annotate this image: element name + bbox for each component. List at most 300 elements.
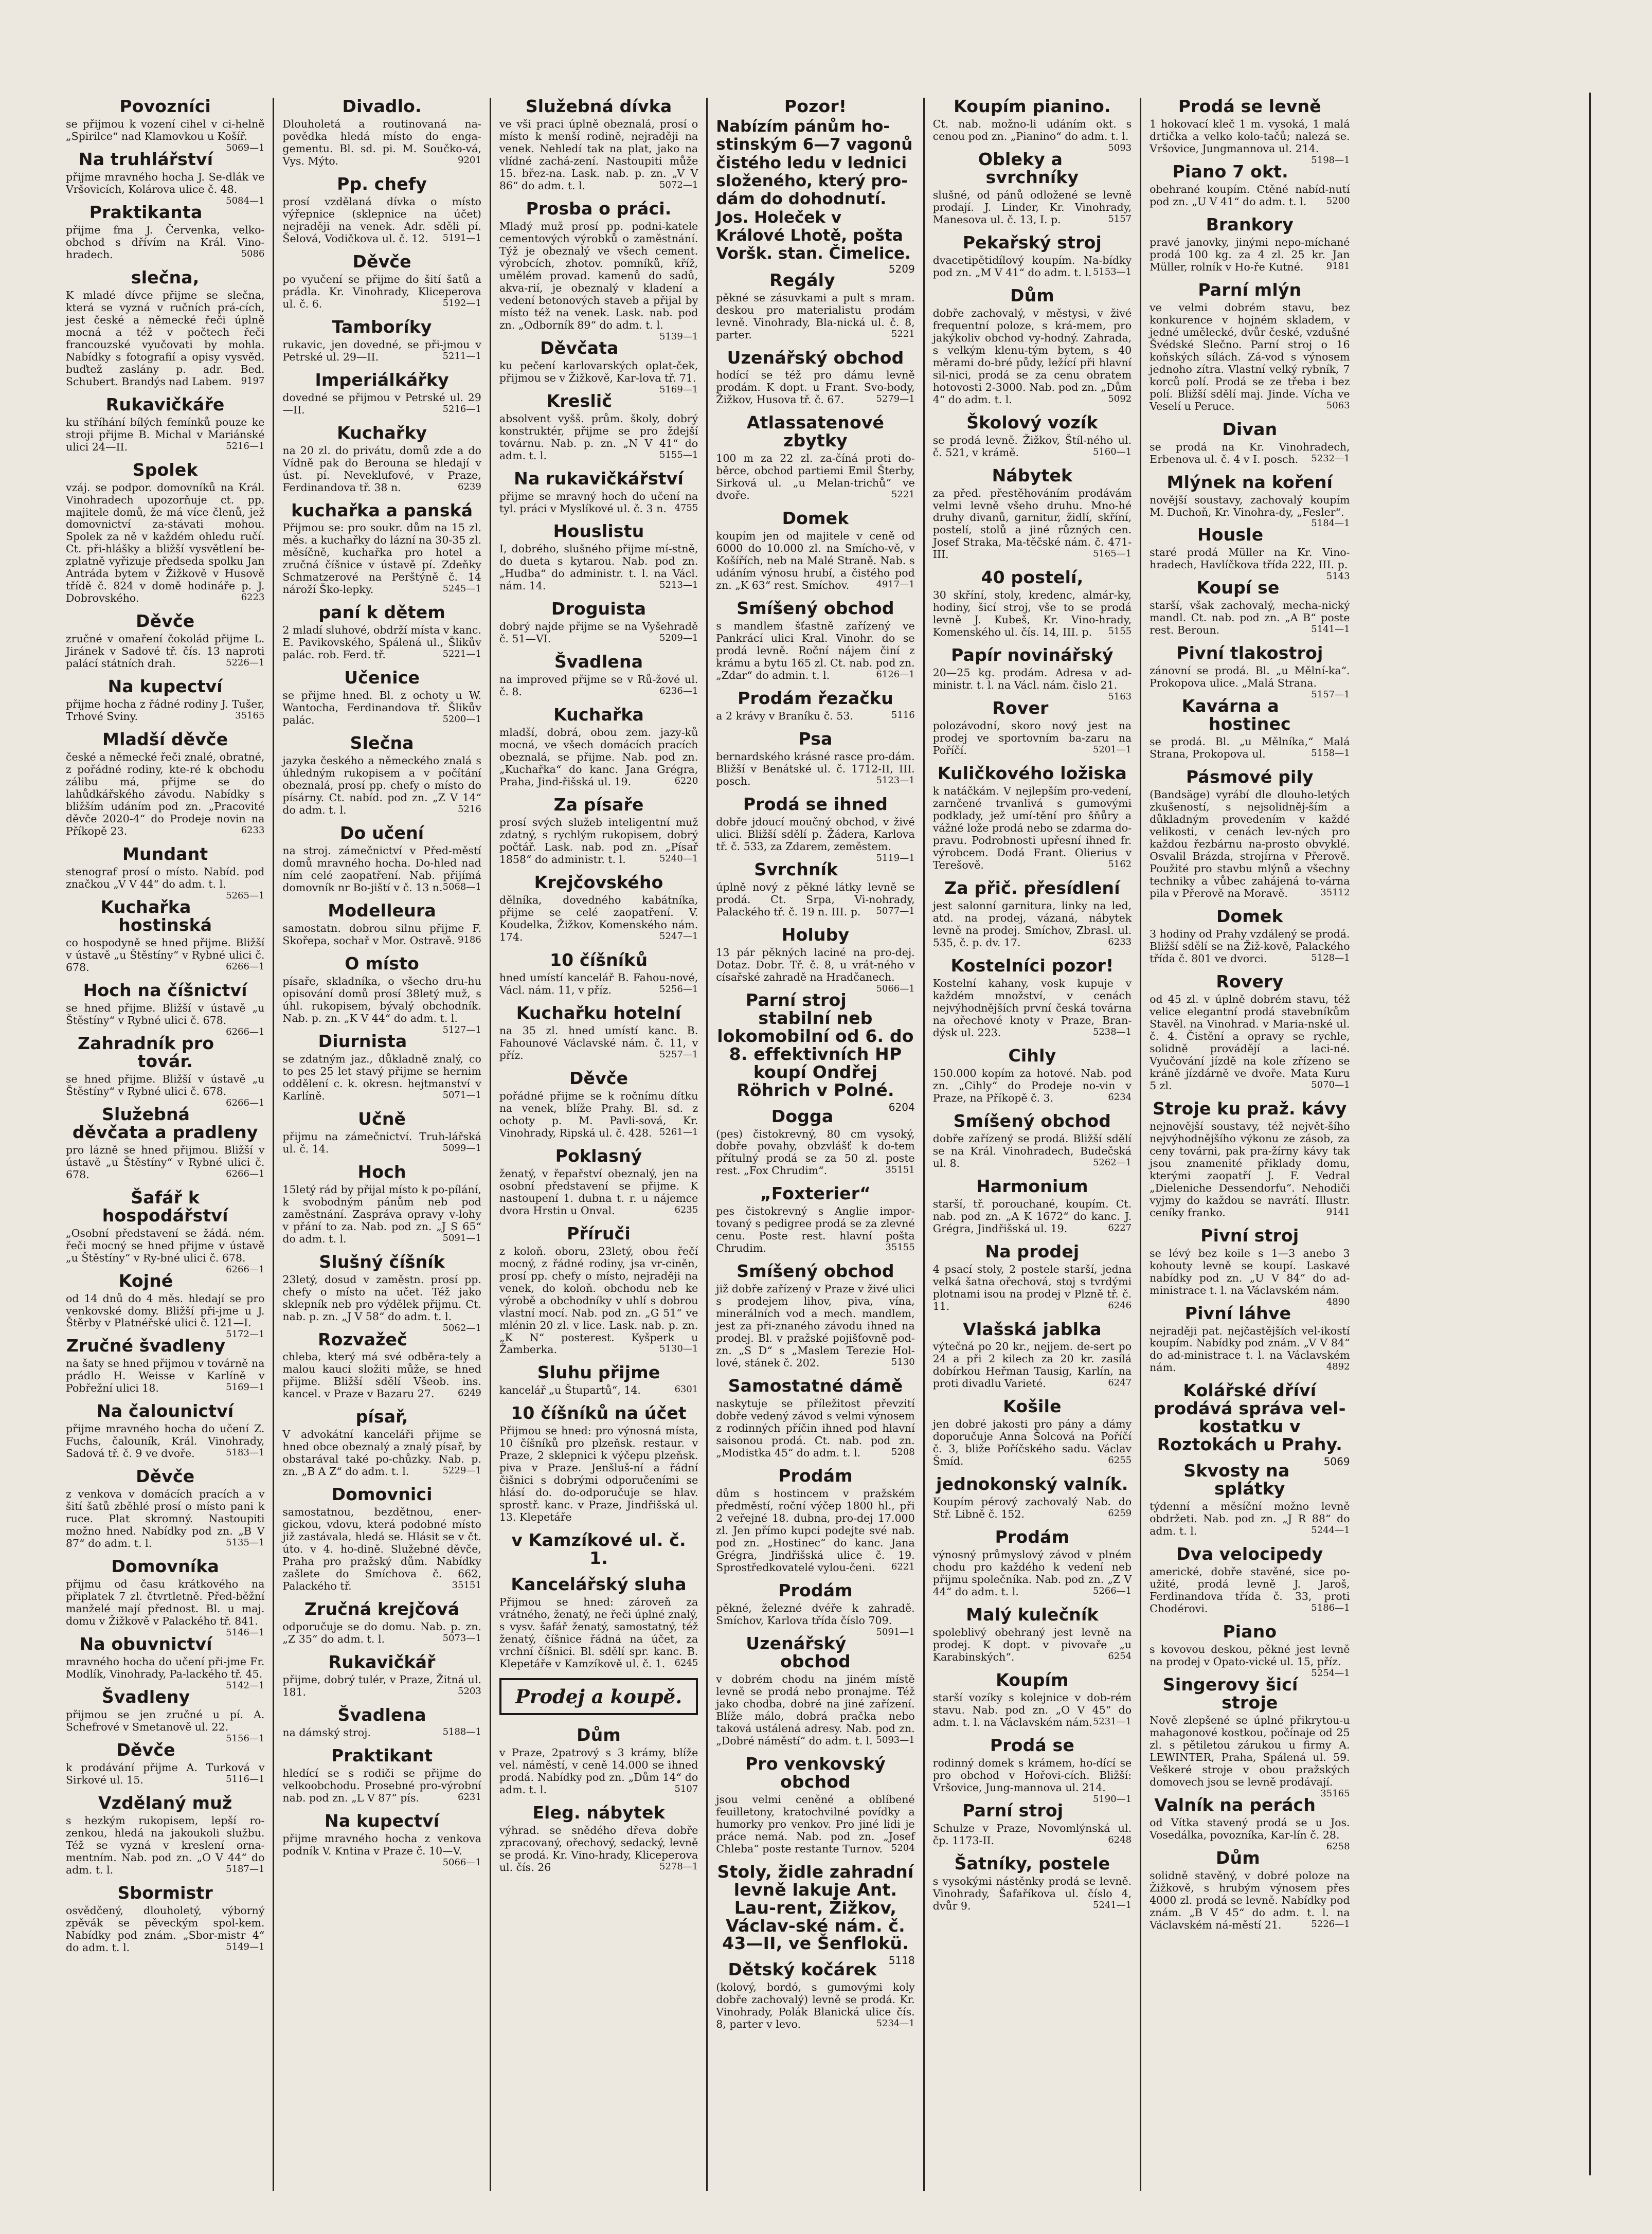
ad-heading: Kolářské dříví prodává správa vel-kostatku v Roztokách u Prahy. bbox=[1154, 1380, 1346, 1455]
ad-text: V advokátní kanceláři přijme se hned obce obeznalý a znalý písař, by obstarával také po-chůzky. Nab. p. zn. „B A Z“ do adm. t. l. bbox=[282, 1428, 481, 1478]
ad-reference-number: 5156—1 bbox=[226, 1733, 265, 1744]
ad-text: (kolový, bordó, s gumovými koly dobře zachovalý) levně se prodá. Kr. Vinohrady, Polák Blanická ulice čís. 8, parter v levo. bbox=[716, 1981, 915, 2031]
ad-reference-number: 6255 bbox=[1108, 1455, 1132, 1466]
ad-text: absolvent vyšš. prům. školy, dobrý konstruktér, přijme se pro ždejší továrnu. Nab. p. zn. „N V 41“ do adm. t. l. bbox=[499, 412, 698, 462]
ad-text: 15letý rád by přijal místo k po-pílání, k svobodným pánům neb pod zaměstnání. Zaspráva opravy v-lohy v přání to za. Nab. pod zn. „J S 65“ do adm. t. l. bbox=[282, 1183, 481, 1245]
ad-heading: Stroje ku praž. kávy bbox=[1153, 1098, 1347, 1119]
ad-reference-number: 5200—1 bbox=[442, 714, 481, 725]
ad-reference-number: 5158—1 bbox=[1311, 748, 1350, 759]
ad-text: na dámský stroj. bbox=[282, 1726, 371, 1739]
classified-ad bbox=[933, 1321, 1132, 1390]
ad-body bbox=[282, 1832, 481, 1868]
ad-reference-number: 6231 bbox=[458, 1791, 481, 1803]
ad-text: z venkova v domácích pracích a v šití šatů zběhlé prosí o místo pani k ruce. Plat skromný. Nastoupiti možno hned. Nabídky pod zn. „B V 87“ do adm. t. l. bbox=[66, 1488, 265, 1550]
ad-text: dovedné se přijmou v Petrské ul. 29—II. bbox=[282, 391, 481, 416]
ad-body bbox=[282, 1726, 481, 1739]
ad-body bbox=[716, 1601, 915, 1637]
ad-reference-number: 5221 bbox=[891, 489, 915, 500]
ad-heading: Prodá se ihned bbox=[743, 794, 888, 814]
ad-body bbox=[499, 894, 698, 943]
ad-reference-number: 5257—1 bbox=[659, 1049, 698, 1060]
ad-text: Dlouholetá a routinovaná na-povědka hledá místo do enga-gementu. Bl. sd. pi. M. Součko-vá, Vys. Mýto. bbox=[282, 117, 481, 167]
ad-text: 100 m za 22 zl. za-číná proti do-běrce, obchod partiemi Emil Šterby, Sirková ul. „u Melan-trichů“ ve dvoře. bbox=[716, 452, 915, 502]
ad-reference-number: 5213—1 bbox=[659, 580, 698, 591]
ad-body bbox=[66, 1072, 265, 1108]
ad-text: Přijmou se: pro soukr. dům na 15 zl. měs. a kuchařky do lázní na 30-35 zl. měsíčně, kuchařka pro hotel a zručná číšnice v ústavě pí. Zdeňky Schmatzerové na Perštýně č. 14 nároží Ško-lepky. bbox=[282, 521, 481, 596]
classified-ad bbox=[499, 600, 698, 645]
ad-heading: Děvče bbox=[116, 1739, 175, 1760]
ad-reference-number: 5072—1 bbox=[659, 179, 698, 190]
ad-reference-number: 5201—1 bbox=[1092, 744, 1132, 755]
ad-heading: Dogga bbox=[771, 1106, 834, 1126]
classified-ad bbox=[716, 1635, 914, 1747]
ad-text: Nově zlepšené se úplné přikrytou-u mahagonové kostkou, počínaje od 25 zl. s pětiletou zárukou u firmy A. LEWINTER, Praha, Spálená ul. 59. Veškeré stroje v obou pražských domovech jsou se levně prodávají. bbox=[1150, 1714, 1350, 1788]
ad-body bbox=[66, 936, 264, 974]
ad-body bbox=[499, 118, 698, 192]
ad-heading: Praktikanta bbox=[89, 202, 203, 222]
classified-ad bbox=[499, 523, 698, 592]
ad-body bbox=[1150, 183, 1350, 208]
ad-text: 150.000 kopím za hotové. Nab. pod zn. „Cihly“ do Prodeje no-vin v Praze, na Příkopě č. 3. bbox=[932, 1067, 1132, 1104]
classified-ad bbox=[66, 898, 264, 974]
classified-ad bbox=[716, 269, 915, 341]
ad-body bbox=[933, 719, 1132, 756]
classified-ad bbox=[499, 874, 698, 943]
ad-reference-number: 6235 bbox=[674, 1204, 698, 1215]
classified-ad bbox=[282, 98, 481, 167]
classified-ad bbox=[716, 1108, 914, 1177]
ad-reference-number: 5278—1 bbox=[659, 1861, 698, 1872]
ad-heading: Koupí se bbox=[1196, 578, 1280, 598]
ad-text: za před. přestěhováním prodávám velmi levně všeho druhu. Mno-hé druhy divanů, garnitur, židlí, skříní, postelí, stolů a jiné různých cen. Josef Straka, Ma-těčské nám. č. 471-III. bbox=[932, 487, 1132, 561]
ad-heading: Praktikant bbox=[331, 1745, 433, 1766]
classified-ad bbox=[282, 902, 481, 947]
ad-text: Koupím pérový zachovalý Nab. do Stř. Libně č. 152. bbox=[932, 1496, 1132, 1521]
ad-reference-number: 35165 bbox=[1320, 1788, 1350, 1799]
classified-ad bbox=[66, 204, 264, 261]
ad-text: slušné, od pánů odložené se levně prodají. J. Linder, Kr. Vinohrady, Manesova ul. č. 13, I. p. bbox=[932, 188, 1132, 226]
ad-text: ku stříhání bílých femínků pouze ke stroji přijme B. Michal v Mariánské ulici 24—II. bbox=[66, 416, 265, 453]
classified-ad bbox=[499, 470, 698, 515]
page-margin-rule bbox=[1589, 93, 1591, 2175]
classified-ad bbox=[1150, 1462, 1350, 1537]
ad-text: (pes) čistokrevný, 80 cm vysoký, dobře povahy, obzvlášť k do-tem přítulný prodá se za 50 zl. poste rest. „Fox Chrudim“. bbox=[716, 1127, 915, 1177]
classified-ad bbox=[933, 287, 1132, 406]
ad-text: samostatnou, bezdětnou, ener-gickou, vdovu, která podobné místo již zastávala, hledá se. Hlásit se v čt. úto. v 4. ho-dině. Služebné děvče, Praha pro pražský dům. Nabídky zašlete do Smíchova č. 662, Palackého tř. bbox=[282, 1506, 481, 1593]
ad-heading: Švadlena bbox=[337, 1705, 426, 1725]
ad-body bbox=[1150, 301, 1350, 412]
classified-ad bbox=[499, 1070, 698, 1139]
ad-heading: Na kupectví bbox=[107, 676, 223, 697]
ad-reference-number: 6266—1 bbox=[226, 1168, 265, 1179]
ad-reference-number: 6234 bbox=[1108, 1091, 1132, 1103]
ad-body bbox=[66, 1357, 264, 1394]
ad-body bbox=[1150, 1816, 1350, 1852]
ad-text: pěkné se zásuvkami a pult s mram. deskou pro materialistu prodám levně. Vinohrady, Bla-nická ul. č. 8, parter. bbox=[716, 291, 915, 341]
ad-body bbox=[282, 444, 481, 494]
ad-text: spoleblivý obehraný jest levně na prodej. K dopt. v pivovaře „u Karabinských“. bbox=[932, 1626, 1132, 1664]
ad-heading: Piano bbox=[1223, 1622, 1277, 1642]
ad-text: jen dobré jakosti pro pány a dámy doporučuje Anna Šolcová na Poříčí č. 3, bliže Poříčského sadu. Václav Šmíd. bbox=[932, 1418, 1132, 1468]
ad-text: od Vítka stavený prodá se u Jos. Vosedálka, povozníka, Kar-lín č. 28. bbox=[1150, 1816, 1350, 1841]
ad-body bbox=[933, 1822, 1132, 1847]
ad-body bbox=[1150, 1120, 1350, 1219]
ad-text: rukavic, jen dovedné, se při-jmou v Petrské ul. 29—II. bbox=[282, 338, 481, 363]
ad-text: se prodá levně. Žižkov, Štíl-ného ul. č. 521, v krámě. bbox=[932, 434, 1132, 459]
ad-heading: Zahradník pro továr. bbox=[77, 1033, 214, 1071]
ad-text: úplně nový z pěkné látky levně se prodá. Ct. Srpa, Vi-nohrady, Palackého tř. č. 19 n. III. p. bbox=[716, 880, 915, 918]
ad-text: přijmou se jen zručné u pí. A. Schefrové v Smetanově ul. 22. bbox=[66, 1708, 265, 1733]
ad-text: odporučuje se do domu. Nab. p. zn. „Z 35“ do adm. t. l. bbox=[282, 1620, 481, 1646]
classified-ad bbox=[933, 414, 1132, 459]
ad-body bbox=[1150, 1500, 1350, 1537]
ad-heading: jednokonský valník. bbox=[936, 1474, 1128, 1494]
ad-text: Schulze v Praze, Novomlýnská ul. čp. 1173-II. bbox=[932, 1822, 1132, 1847]
ad-text: staré prodá Müller na Kr. Vino-hradech, Havlíčkova třída 222, III. p. bbox=[1150, 546, 1350, 571]
ad-text: výtečná po 20 kr., nejjem. de-sert po 24 a při 2 kilech za 20 kr. zasílá dobírkou Heřman Tausig, Karlín, na proti divadlu Varieté. bbox=[932, 1340, 1132, 1390]
ad-heading: kuchařka a panská bbox=[291, 500, 473, 520]
ad-reference-number: 5146—1 bbox=[226, 1627, 265, 1638]
ad-body bbox=[716, 710, 914, 722]
ad-body bbox=[66, 416, 264, 453]
classified-ad bbox=[716, 1961, 914, 2030]
ad-body bbox=[933, 977, 1132, 1039]
classified-ad bbox=[933, 234, 1132, 279]
ad-body bbox=[66, 1578, 265, 1638]
ad-heading: Holuby bbox=[781, 924, 850, 945]
ad-columns bbox=[58, 98, 1575, 2191]
ad-heading: Rovery bbox=[1216, 971, 1284, 992]
ad-body bbox=[66, 289, 264, 388]
ad-heading: Atlassatenové zbytky bbox=[746, 412, 885, 451]
classified-ad bbox=[932, 98, 1132, 153]
classified-ad bbox=[933, 1855, 1132, 1912]
ad-body bbox=[716, 1128, 914, 1177]
classified-ad bbox=[499, 1804, 698, 1873]
ad-text: s vysokými nástěnky prodá se levně. Vinohrady, Šafaříkova ul. číslo 4, dvůr 9. bbox=[932, 1875, 1132, 1912]
ad-text: hned umístí kancelář B. Fahou-nové, Václ. nám. 11, v příz. bbox=[499, 971, 698, 996]
classified-ad bbox=[66, 461, 264, 605]
ad-text: výhrad. se snědého dřeva dobře zpracovaný, ořechový, sedacký, levně se prodá. Kr. Vino-hrady, Kliceperova ul. čís. 26 bbox=[499, 1824, 698, 1873]
ad-reference-number: 6248 bbox=[1108, 1834, 1132, 1845]
classified-ad bbox=[933, 957, 1132, 1039]
classified-ad bbox=[716, 600, 914, 681]
ad-reference-number: 35165 bbox=[235, 710, 265, 722]
ad-heading: Housle bbox=[1197, 525, 1264, 545]
ad-reference-number: 5254—1 bbox=[1311, 1668, 1350, 1679]
ad-body bbox=[499, 1824, 698, 1873]
ad-reference-number: 5188—1 bbox=[442, 1726, 481, 1738]
ad-body bbox=[282, 922, 481, 947]
ad-reference-number: 4892 bbox=[1326, 1361, 1350, 1373]
ad-body bbox=[1150, 928, 1350, 965]
ad-reference-number: 6220 bbox=[674, 776, 698, 787]
ad-heading: Švadlena bbox=[554, 652, 643, 672]
classified-ad bbox=[282, 1163, 481, 1245]
ad-heading: Krejčovského bbox=[534, 872, 663, 893]
classified-ad bbox=[282, 1408, 481, 1478]
ad-heading: Zručná krejčová bbox=[304, 1599, 460, 1619]
ad-text: nejnovější soustavy, též největ-šího nejvýhodnějšího výkonu ze zásob, za ceny továrni, pak pra-žírny kávy tak jsou znamenité přiklady domu, kterými zaopatří J. F. Vedral „Dieleniche Dessendorfu“. Nehodiči vyjmy do každou se navrátí. Illustr. ceníky franko. bbox=[1150, 1120, 1350, 1219]
classified-ad bbox=[933, 1112, 1132, 1169]
ad-body bbox=[66, 698, 264, 723]
ad-heading: Valník na perách bbox=[1154, 1794, 1316, 1815]
ad-text: zánovní se prodá. Bl. „u Mělní-ka“. Prokopova ulice. „Malá Strana. bbox=[1150, 664, 1350, 690]
ad-reference-number: 5162 bbox=[1108, 859, 1132, 870]
ad-heading: Kuličkového ložiska bbox=[937, 763, 1127, 784]
classified-ad bbox=[282, 502, 481, 596]
classified-ad bbox=[933, 699, 1132, 756]
ad-body bbox=[716, 1981, 914, 2030]
ad-heading: Malý kulečník bbox=[966, 1605, 1099, 1625]
column-4 bbox=[708, 98, 924, 2191]
ad-body bbox=[66, 1488, 264, 1550]
ad-reference-number: 5266—1 bbox=[1092, 1586, 1132, 1597]
ad-body bbox=[499, 490, 698, 515]
ad-body bbox=[282, 338, 481, 363]
ad-heading: Slušný číšník bbox=[319, 1251, 445, 1272]
classified-ad bbox=[716, 989, 915, 1113]
classified-ad bbox=[499, 1726, 698, 1796]
ad-reference-number: 5153—1 bbox=[1092, 266, 1132, 277]
ad-text: Přijmou se hned: zároveň za vrátného, ženatý, ne řeči úplné znalý, s vysv. šafář ženatý, samostatný, též ženatý, číšnice řádná na účet, za vrchní číšnici. Bl. sdělí spr. kanc. B. Klepetáře v Kamzíkově ul. č. 1. bbox=[499, 1596, 698, 1670]
ad-heading: Pekařský stroj bbox=[962, 232, 1102, 253]
ad-reference-number: 5198—1 bbox=[1311, 154, 1350, 166]
ad-heading: Divadlo. bbox=[342, 98, 422, 116]
ad-reference-number: 5234—1 bbox=[876, 2018, 915, 2029]
ad-body bbox=[499, 1425, 698, 1523]
ad-heading: Diurnista bbox=[318, 1031, 407, 1051]
ad-body bbox=[933, 1132, 1132, 1169]
ad-heading: Regály bbox=[769, 269, 835, 290]
ad-body bbox=[499, 359, 698, 395]
classified-ad bbox=[282, 1747, 481, 1804]
ad-body bbox=[933, 254, 1132, 279]
ad-body bbox=[282, 975, 481, 1035]
ad-body bbox=[933, 1626, 1132, 1663]
ad-heading: „Foxterier“ bbox=[760, 1183, 871, 1204]
ad-heading: Piano 7 okt. bbox=[1172, 161, 1288, 182]
classified-ad bbox=[282, 1706, 481, 1739]
ad-heading: Na truhlářství bbox=[78, 149, 213, 169]
ad-reference-number: 9186 bbox=[458, 934, 481, 945]
ad-heading: Dům bbox=[577, 1725, 621, 1745]
ad-text: se zdatným jaz., důkladně znalý, co to pes 25 let stavý přijme se hernim oddělení c. k. okresn. hejtmanství v Karlíně. bbox=[282, 1052, 481, 1102]
ad-text: americké, dobře stavěné, sice po-užité, prodá levně J. Jaroš, Ferdinandova třída č. 33, proti Chodérovi. bbox=[1150, 1565, 1350, 1615]
ad-text: I, dobrého, slušného přijme mí-stně, do dueta s kytarou. Nab. pod zn. „Hudba“ do administr. t. l. na Václ. nám. 14. bbox=[499, 543, 698, 592]
classified-ad bbox=[66, 1556, 265, 1638]
ad-reference-number: 5221 bbox=[891, 328, 915, 339]
ad-reference-number: 5149—1 bbox=[226, 1941, 265, 1952]
ad-text: polozávodní, skoro nový jest na prodej ve sportovním ba-zaru na Poříčí. bbox=[932, 719, 1132, 757]
ad-reference-number: 5157 bbox=[1108, 213, 1132, 224]
ad-text: samostatn. dobrou silnu přijme F. Skořepa, sochař v Mor. Ostravě. bbox=[282, 922, 481, 947]
ad-text: přijme fma J. Červenka, velko-obchod s dřívím na Král. Vino-hradech. bbox=[66, 223, 265, 261]
ad-text: Mladý muž prosí pp. podni-katele cementových výrobků o zaměstnání. Týž je obeznalý ve všech cement. výrobcích, zhotov. pomníků, kříž, umělém provad. kamenů do sadů, akva-rií, je obeznalý v kladení a vedení betonových staveb a přijal by místo též na venek. Lask. nab. pod zn. „Odborník 89“ do adm. t. l. bbox=[499, 220, 698, 331]
ad-heading: Koupím pianino. bbox=[954, 98, 1111, 116]
classified-ad bbox=[66, 1468, 264, 1550]
classified-ad bbox=[66, 1106, 264, 1181]
classified-ad bbox=[933, 1802, 1132, 1847]
ad-text: se hned přijme. Bližší v ústavě „u Štěstíny“ v Rybné ulici č. 678. bbox=[66, 1001, 265, 1026]
ad-heading: Košile bbox=[1003, 1396, 1062, 1417]
ad-text: z koloň. oboru, 23letý, obou řečí mocný, z řádné rodiny, jsa vr-ciněn, prosí pp. chefy o místo, nejraději na venek, do koloň. obchodu neb ke výrobě a obchodníky v uhlí s dobrou vlastní mocí. Nab. pod zn. „G 51“ ve mlénin 20 zl. v lice. Lask. nab. p. zn. „K N“ posterest. Kyšperk u Žamberka. bbox=[499, 1245, 698, 1356]
ad-reference-number: 5186—1 bbox=[1311, 1602, 1350, 1614]
ad-heading: Prodám bbox=[778, 1580, 853, 1600]
ad-reference-number: 9141 bbox=[1326, 1206, 1350, 1217]
ad-text: zručné v omaření čokolád přijme L. Jiránek v Sadové tř. čís. 13 naproti palácí státních drah. bbox=[66, 633, 265, 670]
column-3 bbox=[491, 98, 708, 2191]
ad-heading: Děvče bbox=[136, 611, 195, 632]
ad-body bbox=[932, 1756, 1132, 1805]
ad-text: se lévý bez koile s 1—3 anebo 3 kohouty levně se koupí. Laskavé nabídky pod zn. „U V 84“ do ad-ministrace t. l. na Václavském nám. bbox=[1150, 1247, 1350, 1296]
ad-text: dvacetipětidílový koupím. Na-bídky pod zn. „M V 41“ do adm. t. l. bbox=[932, 254, 1132, 279]
ad-heading: Na rukavičkářství bbox=[514, 468, 684, 489]
ad-body bbox=[716, 620, 914, 681]
ad-heading: Eleg. nábytek bbox=[532, 1802, 665, 1823]
ad-body bbox=[282, 273, 481, 310]
ad-heading: Služebná dívka bbox=[525, 98, 672, 116]
ad-reference-number: 5093—1 bbox=[876, 1734, 915, 1745]
ad-heading: Dům bbox=[1010, 285, 1054, 305]
ad-reference-number: 6233 bbox=[241, 825, 265, 836]
classified-ad bbox=[282, 175, 481, 245]
ad-body bbox=[933, 1418, 1132, 1467]
ad-body bbox=[282, 1506, 481, 1592]
classified-ad bbox=[716, 510, 914, 591]
classified-ad bbox=[499, 653, 698, 698]
ad-heading: Pivní láhve bbox=[1184, 1303, 1291, 1323]
ad-reference-number: 5084—1 bbox=[226, 195, 265, 206]
classified-ad bbox=[282, 1653, 481, 1698]
ad-body bbox=[499, 412, 698, 462]
ad-body bbox=[66, 866, 265, 902]
ad-text: solidně stavěný, v dobré poloze na Žižkově, s hrubým výnosem přes 4000 zl. prodá se levně. Nabídky pod znám. „B V 45“ do adm. t. l. na Václavském ná-městí 21. bbox=[1150, 1869, 1350, 1931]
ad-heading: Kuchařka hostinská bbox=[100, 897, 212, 935]
ad-body bbox=[933, 589, 1132, 638]
classified-ad bbox=[282, 1486, 481, 1592]
ad-heading: Domovnici bbox=[331, 1484, 433, 1505]
ad-heading: Rozvažeč bbox=[318, 1329, 407, 1349]
ad-heading: Na obuvnictví bbox=[79, 1634, 212, 1654]
ad-reference-number: 5063 bbox=[1326, 400, 1350, 411]
classified-ad bbox=[282, 604, 481, 661]
column-5 bbox=[925, 98, 1141, 2191]
ad-heading: Děvče bbox=[352, 251, 411, 272]
ad-text: s kovovou deskou, pěkné jest levně na prodej v Opato-vické ul. 15, příz. bbox=[1150, 1643, 1350, 1668]
ad-body bbox=[499, 1024, 698, 1061]
ad-body bbox=[933, 1263, 1132, 1312]
ad-text: na 20 zl. do privátu, domů zde a do Vídně pak do Berouna se hledají v úst. pí. Neveklufové, v Praze, Ferdinandova tř. 38 n. bbox=[282, 444, 481, 494]
classified-ad bbox=[282, 824, 481, 894]
ad-reference-number: 5172—1 bbox=[226, 1329, 265, 1340]
ad-reference-number: 35151 bbox=[452, 1580, 481, 1591]
ad-reference-number: 5119—1 bbox=[876, 852, 915, 863]
ad-body bbox=[1150, 1325, 1350, 1374]
classified-ad bbox=[66, 149, 265, 206]
ad-body bbox=[1150, 493, 1350, 529]
ad-reference-number: 5118 bbox=[888, 1954, 915, 1967]
ad-text: s mandlem šťastně zařízený ve Pankrácí ulici Kral. Vinohr. do se prodá levně. Roční nájem činí z krámu a bytu 165 zl. Ct. nab. pod zn. „Zdar“ do admin. t. l. bbox=[716, 620, 915, 682]
ad-heading: Kancelářský sluha bbox=[511, 1574, 687, 1595]
classified-ad bbox=[282, 318, 481, 363]
classified-ad bbox=[66, 1187, 265, 1275]
ad-text: 3 hodiny od Prahy vzdálený se prodá. Bližší sdělí se na Žiž-kově, Palackého třída č. 801 ve dvorci. bbox=[1150, 927, 1350, 965]
ad-reference-number: 5142—1 bbox=[226, 1680, 265, 1691]
ad-text: dobře zařízený se prodá. Bližší sdělí se na Král. Vinohradech, Budečská ul. 8. bbox=[932, 1132, 1132, 1169]
ad-body bbox=[1150, 546, 1350, 582]
classified-ad bbox=[66, 1634, 265, 1691]
ad-heading: Švadleny bbox=[101, 1687, 190, 1707]
classified-ad bbox=[716, 414, 914, 501]
ad-text: přijme mravného hocha do učení Z. Fuchs, čalouník, Král. Vinohrady, Sadová tř. č. 9 ve dvoře. bbox=[66, 1422, 265, 1460]
ad-heading: Domek bbox=[1216, 906, 1283, 927]
classified-ad bbox=[716, 98, 915, 275]
classified-ad bbox=[1150, 98, 1350, 166]
ad-text: k prodávání přijme A. Turková v Sirkové ul. 15. bbox=[66, 1761, 265, 1786]
classified-ad bbox=[1150, 525, 1350, 582]
ad-reference-number: 5135—1 bbox=[226, 1537, 265, 1548]
ad-body bbox=[282, 624, 481, 661]
ad-body bbox=[499, 816, 698, 866]
classified-ad bbox=[66, 678, 264, 723]
ad-body bbox=[716, 1487, 914, 1574]
ad-text: přijme mravného hocha J. Se-dlák ve Vršovicích, Kolárova ulice č. 48. bbox=[66, 170, 265, 195]
classified-ad bbox=[933, 569, 1132, 638]
ad-reference-number: 5073—1 bbox=[442, 1633, 481, 1644]
classified-ad bbox=[1150, 1674, 1350, 1799]
ad-reference-number: 5091—1 bbox=[876, 1626, 915, 1637]
ad-reference-number: 5130—1 bbox=[659, 1343, 698, 1355]
classified-ad bbox=[933, 765, 1132, 871]
ad-reference-number: 5099—1 bbox=[442, 1142, 481, 1154]
classified-ad bbox=[933, 1528, 1132, 1598]
classified-ad bbox=[716, 1185, 914, 1254]
ad-body bbox=[499, 220, 698, 342]
ad-text: pro lázně se hned přijmou. Bližší v ústavě „u Štěstíny“ v Rybné ulici č. 678. bbox=[66, 1143, 265, 1181]
ad-body bbox=[1150, 599, 1350, 636]
ad-text: od 14 dnů do 4 měs. hledají se pro venkovské domy. Bližší při-jme u J. Štěrby v Platnéřské ulici č. 121—I. bbox=[66, 1292, 265, 1329]
ad-heading: Děvče bbox=[136, 1466, 195, 1487]
classified-ad bbox=[282, 734, 481, 816]
ad-body bbox=[66, 1904, 264, 1954]
ad-body bbox=[282, 1053, 481, 1102]
ad-reference-number: 5238—1 bbox=[1092, 1026, 1132, 1037]
ad-reference-number: 6227 bbox=[1108, 1222, 1132, 1233]
ad-reference-number: 5209—1 bbox=[659, 633, 698, 644]
ad-body bbox=[716, 1205, 914, 1254]
ad-text: se prodá. Bl. „u Mělníka,“ Malá Strana, Prokopova ul. bbox=[1150, 735, 1350, 761]
ad-body bbox=[282, 391, 481, 416]
ad-reference-number: 5165—1 bbox=[1092, 548, 1132, 560]
ad-body bbox=[499, 620, 698, 645]
classified-ad bbox=[716, 1377, 914, 1459]
ad-text: s hezkým rukopisem, lepší ro-zenkou, hledá na jakoukoli službu. Též se vyzná v kreslení orna-mentním. Nab. pod zn. „O V 44“ do adm. t. l. bbox=[66, 1814, 265, 1876]
ad-text: Ct. nab. možno-li udáním okt. s cenou pod zn. „Pianino“ do adm. t. l. bbox=[932, 117, 1132, 142]
classified-ad bbox=[716, 1861, 915, 1967]
classified-ad bbox=[1150, 1545, 1350, 1615]
ad-heading: Imperiálkářky bbox=[315, 369, 449, 390]
ad-text: od 45 zl. v úplně dobrém stavu, též velice elegantní prodá stavebníkům Stavěl. na Vinohrad. v Maria-nské ul. č. 4. Čistění a opravy se rychle, solidně provádějí a laci-né. Vyučování jízdě na kole zřízeno se kráně jízdárně ve dvoře. Mata Kuru 5 zl. bbox=[1150, 993, 1350, 1092]
ad-heading: Uzenářský obchod bbox=[746, 1633, 851, 1671]
ad-heading: Prodám bbox=[995, 1527, 1070, 1547]
classified-ad bbox=[66, 1270, 265, 1340]
ad-text: osvědčený, dlouholetý, výborný zpěvák se pěveckým spol-kem. Nabídky pod znám. „Sbor-mistr 4“ do adm. t. l. bbox=[66, 1904, 265, 1954]
ad-text: 23letý, dosud v zaměstn. prosí pp. chefy o místo na učet. Též jako sklepník neb pro výdělek přijmu. Ct. nab. p. zn. „J V 58“ do adm. t. l. bbox=[282, 1273, 481, 1323]
ad-heading: Droguista bbox=[551, 599, 647, 619]
ad-reference-number: 5208 bbox=[891, 1447, 915, 1458]
ad-reference-number: 5141—1 bbox=[1311, 624, 1350, 635]
